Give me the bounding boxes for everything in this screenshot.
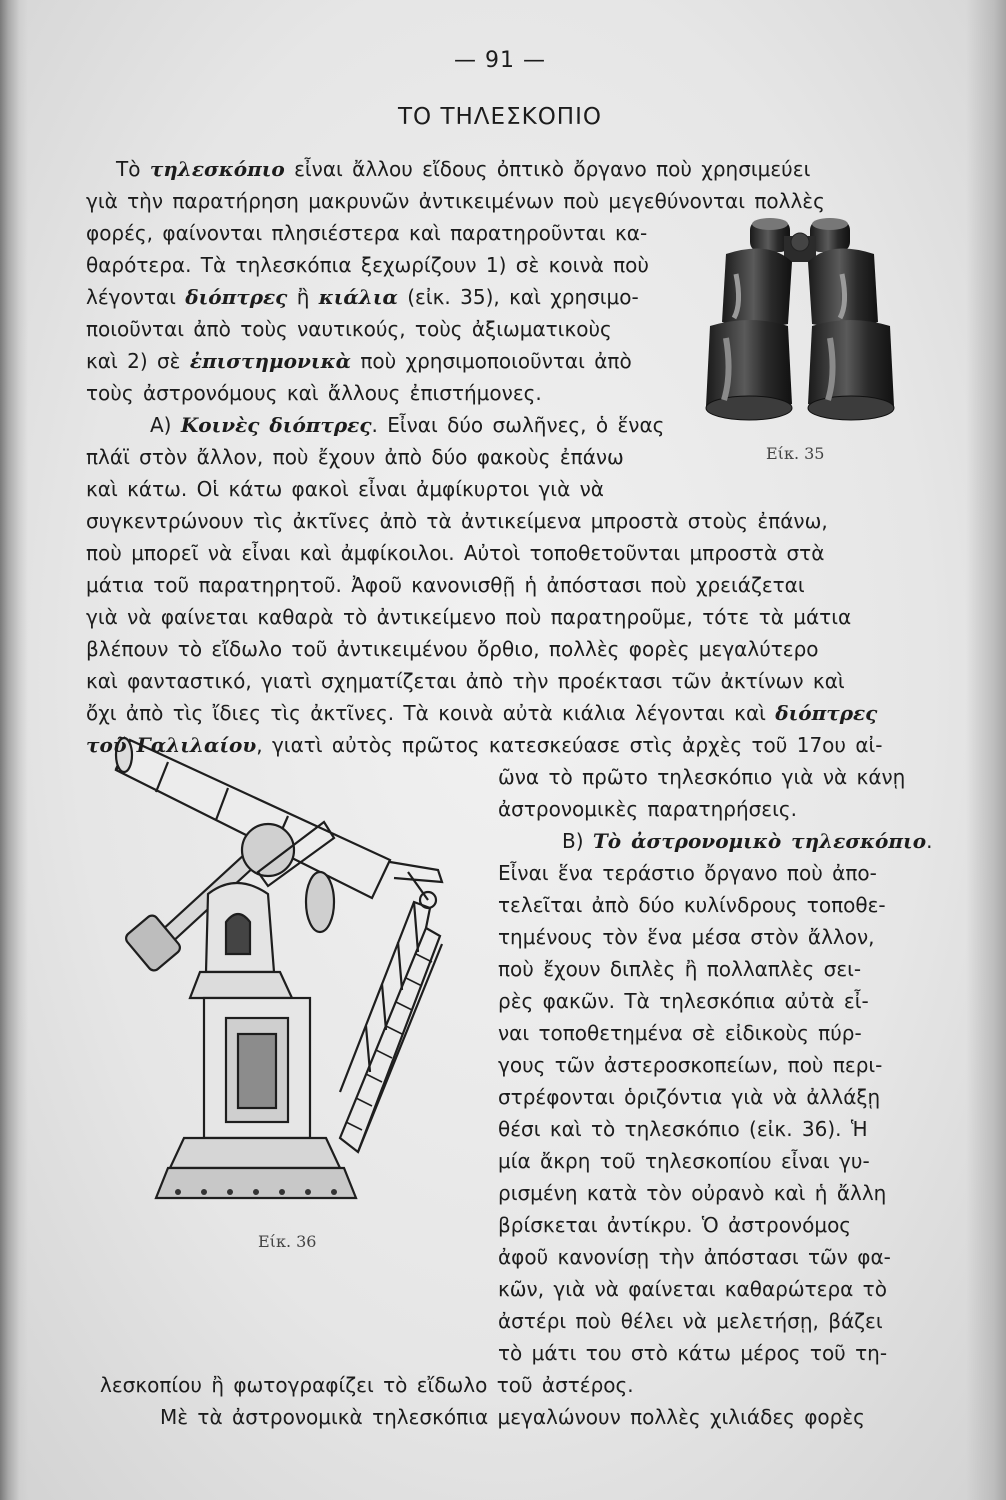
text-line: Τὸ τηλεσκόπιο εἶναι ἄλλου εἴδους ὀπτικὸ ὄργανο ποὺ χρησιμεύει xyxy=(116,157,811,181)
page-title: ΤΟ ΤΗΛΕΣΚΟΠΙΟ xyxy=(398,104,602,130)
text-line: λέγονται διόπτρες ἢ κιάλια (εἰκ. 35), καὶ χρησιμο- xyxy=(86,285,639,309)
telescope-figure xyxy=(108,722,458,1222)
text-line: κῶν, γιὰ νὰ φαίνεται καθαρώτερα τὸ xyxy=(498,1277,887,1301)
text-line: τοῦ Γαλιλαίου, γιατὶ αὐτὸς πρῶτος κατεσκεύασε στὶς ἀρχὲς τοῦ 17ου αἰ- xyxy=(86,733,883,757)
text-line: ρισμένη κατὰ τὸν οὐρανὸ καὶ ἡ ἄλλη xyxy=(498,1181,887,1205)
text-line: καὶ 2) σὲ ἐπιστημονικὰ ποὺ χρησιμοποιοῦνται ἀπὸ xyxy=(86,349,632,373)
text-line: τὸ μάτι του στὸ κάτω μέρος τοῦ τη- xyxy=(498,1341,888,1365)
text-line: ναι τοποθετημένα σὲ εἰδικοὺς πύρ- xyxy=(498,1021,862,1045)
binoculars-figure xyxy=(692,214,908,434)
figure-35-caption: Είκ. 35 xyxy=(766,444,825,463)
text-line: βρίσκεται ἀντίκρυ. Ὁ ἀστρονόμος xyxy=(498,1213,852,1237)
text-line: ἀφοῦ κανονίσῃ τὴν ἀπόστασι τῶν φα- xyxy=(498,1245,891,1269)
text-line: καὶ κάτω. Οἱ κάτω φακοὶ εἶναι ἀμφίκυρτοι γιὰ νὰ xyxy=(86,477,604,501)
text-line: λεσκοπίου ἢ φωτογραφίζει τὸ εἴδωλο τοῦ ἀστέρος. xyxy=(100,1373,634,1397)
text-line: βλέπουν τὸ εἴδωλο τοῦ ἀντικειμένου ὄρθιο, πολλὲς φορὲς μεγαλύτερο xyxy=(86,637,819,661)
text-line: ποὺ ἔχουν διπλὲς ἢ πολλαπλὲς σει- xyxy=(498,957,862,981)
text-line: γιὰ νὰ φαίνεται καθαρὰ τὸ ἀντικείμενο ποὺ παρατηροῦμε, τότε τὰ μάτια xyxy=(86,605,852,629)
text-line: ρὲς φακῶν. Τὰ τηλεσκόπια αὐτὰ εἶ- xyxy=(498,989,869,1013)
text-line: ποὺ μπορεῖ νὰ εἶναι καὶ ἀμφίκοιλοι. Αὐτοὶ τοποθετοῦνται μπροστὰ στὰ xyxy=(86,541,825,565)
text-line: ῶνα τὸ πρῶτο τηλεσκόπιο γιὰ νὰ κάνῃ xyxy=(498,765,906,789)
text-line: πλάϊ στὸν ἄλλον, ποὺ ἔχουν ἀπὸ δύο φακοὺς ἐπάνω xyxy=(86,445,624,469)
text-line: ὄχι ἀπὸ τὶς ἴδιες τὶς ἀκτῖνες. Τὰ κοινὰ αὐτὰ κιάλια λέγονται καὶ διόπτρες xyxy=(86,701,878,725)
text-line: θέσι καὶ τὸ τηλεσκόπιο (εἰκ. 36). Ἡ xyxy=(498,1117,868,1141)
text-line: ἀστέρι ποὺ θέλει νὰ μελετήσῃ, βάζει xyxy=(498,1309,883,1333)
page-binding-shadow xyxy=(0,0,28,1500)
page-edge-shadow xyxy=(966,0,1006,1500)
text-line: Β) Τὸ ἀστρονομικὸ τηλεσκόπιο. xyxy=(562,829,933,853)
text-line: Α) Κοινὲς διόπτρες. Εἶναι δύο σωλῆνες, ὁ ἕνας xyxy=(150,413,665,437)
text-line: τελεῖται ἀπὸ δύο κυλίνδρους τοποθε- xyxy=(498,893,886,917)
text-line: γους τῶν ἀστεροσκοπείων, ποὺ περι- xyxy=(498,1053,883,1077)
text-line: συγκεντρώνουν τὶς ἀκτῖνες ἀπὸ τὰ ἀντικείμενα μπροστὰ στοὺς ἐπάνω, xyxy=(86,509,828,533)
text-line: Μὲ τὰ ἀστρονομικὰ τηλεσκόπια μεγαλώνουν πολλὲς χιλιάδες φορὲς xyxy=(160,1405,865,1429)
text-line: ποιοῦνται ἀπὸ τοὺς ναυτικούς, τοὺς ἀξιωματικοὺς xyxy=(86,317,612,341)
text-line: τημένους τὸν ἕνα μέσα στὸν ἄλλον, xyxy=(498,925,875,949)
text-line: γιὰ τὴν παρατήρηση μακρυνῶν ἀντικειμένων ποὺ μεγεθύνονται πολλὲς xyxy=(86,189,825,213)
text-line: μάτια τοῦ παρατηρητοῦ. Ἀφοῦ κανονισθῇ ἡ ἀπόστασι ποὺ χρειάζεται xyxy=(86,573,805,597)
figure-36-caption: Είκ. 36 xyxy=(258,1232,317,1251)
text-line: καὶ φανταστικό, γιατὶ σχηματίζεται ἀπὸ τὴν προέκτασι τῶν ἀκτίνων καὶ xyxy=(86,669,845,693)
text-line: θαρότερα. Τὰ τηλεσκόπια ξεχωρίζουν 1) σὲ κοινὰ ποὺ xyxy=(86,253,649,277)
text-line: τοὺς ἀστρονόμους καὶ ἄλλους ἐπιστήμονες. xyxy=(86,381,542,405)
text-line: φορές, φαίνονται πλησιέστερα καὶ παρατηροῦνται κα- xyxy=(86,221,648,245)
text-line: Εἶναι ἕνα τεράστιο ὄργανο ποὺ ἀπο- xyxy=(498,861,877,885)
text-line: μία ἄκρη τοῦ τηλεσκοπίου εἶναι γυ- xyxy=(498,1149,870,1173)
text-line: ἀστρονομικὲς παρατηρήσεις. xyxy=(498,797,797,821)
page-number: — 91 — xyxy=(454,48,546,73)
text-line: στρέφονται ὁριζόντια γιὰ νὰ ἀλλάξῃ xyxy=(498,1085,881,1109)
